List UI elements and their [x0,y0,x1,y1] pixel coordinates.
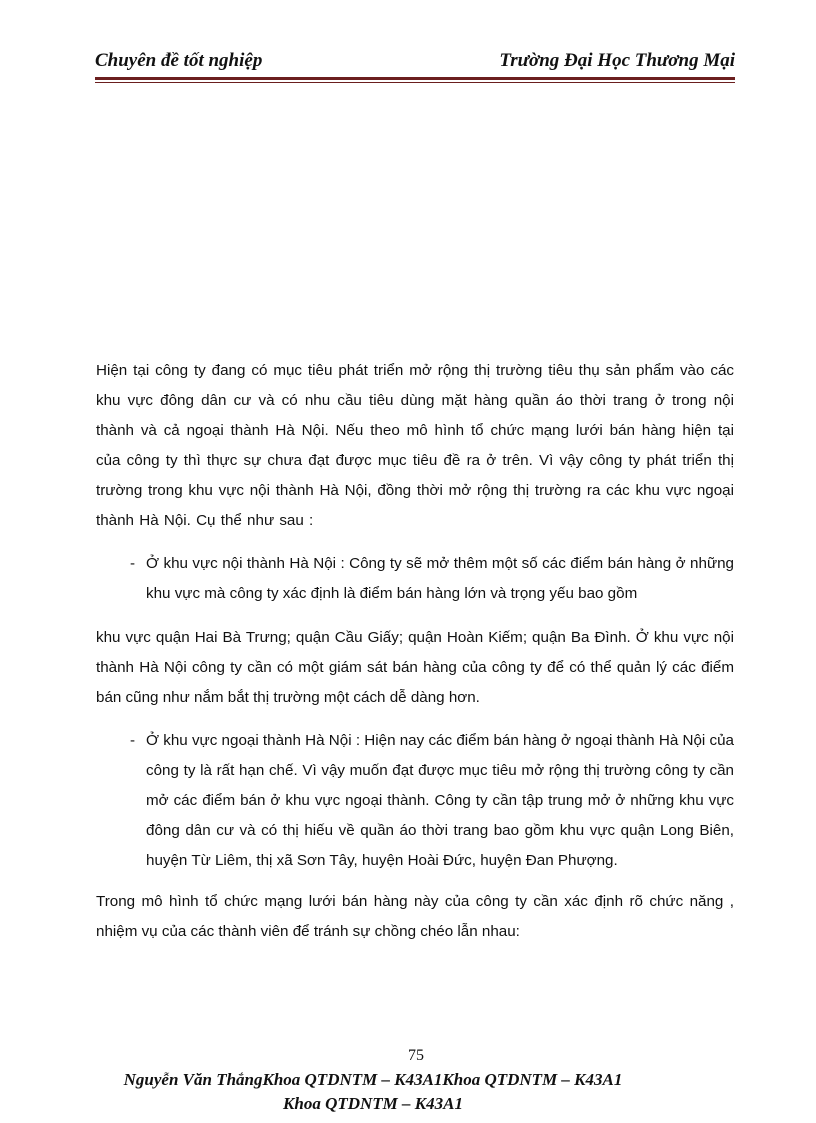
paragraph-inner-city-continued: khu vực quận Hai Bà Trưng; quận Cầu Giấy; quận Hoàn Kiếm; quận Ba Đình. Ở khu vực nội thành Hà Nội công ty cần có một giám sát bán hàng của công ty để có thể quản lý các điểm bán cũng như nắm bắt thị trường một cách dễ dàng hơn. [96,629,734,706]
bullet-text: Ở khu vực ngoại thành Hà Nội : Hiện nay các điểm bán hàng ở ngoại thành Hà Nội của công ty là rất hạn chế. Vì vậy muốn đạt được mục tiêu mở rộng thị trường công ty cần mở các điểm bán ở khu vực ngoại thành. Công ty cần tập trung mở ở những khu vực đông dân cư và có thị hiếu về quần áo thời trang bao gồm khu vực quận Long Biên, huyện Từ Liêm, thị xã Sơn Tây, huyện Hoài Đức, huyện Đan Phượng. [146,732,734,869]
header-title-right: Trường Đại Học Thương Mại [499,50,735,71]
page-number: 75 [408,1047,424,1064]
footer-class-line: Khoa QTDNTM – K43A1 [283,1094,463,1113]
bullet-text: Ở khu vực nội thành Hà Nội : Công ty sẽ mở thêm một số các điểm bán hàng ở những khu vực mà công ty xác định là điểm bán hàng lớn và trọng yếu bao gồm [146,555,734,602]
bullet-dash: - [130,555,136,572]
paragraph-intro: Hiện tại công ty đang có mục tiêu phát triển mở rộng thị trường tiêu thụ sản phẩm vào các khu vực đông dân cư và có nhu cầu tiêu dùng mặt hàng quần áo thời trang ở trong nội thành và cả ngoại thành Hà Nội. Nếu theo mô hình tổ chức mạng lưới bán hàng hiện tại của công ty thì thực sự chưa đạt được mục tiêu đề ra ở trên. Vì vậy công ty phát triển thị trường trong khu vực nội thành Hà Nội, đồng thời mở rộng thị trường ra các khu vực ngoại thành Hà Nội. Cụ thể như sau : [96,362,734,529]
bullet-inner-city [96,549,734,609]
header-title-left: Chuyên đề tốt nghiệp [95,50,263,71]
footer-author-line: Nguyễn Văn ThắngKhoa QTDNTM – K43A1Khoa QTDNTM – K43A1 [123,1070,623,1089]
paragraph-conclusion: Trong mô hình tổ chức mạng lưới bán hàng này của công ty cần xác định rõ chức năng , nhiệm vụ của các thành viên để tránh sự chồng chéo lẫn nhau: [96,893,734,940]
header-rule-thin [95,82,735,83]
document-body [96,356,734,947]
bullet-suburban [96,726,734,876]
header-rule-thick [95,77,735,80]
page-footer [93,1068,653,1116]
page-header [95,50,735,80]
bullet-dash: - [130,732,136,749]
